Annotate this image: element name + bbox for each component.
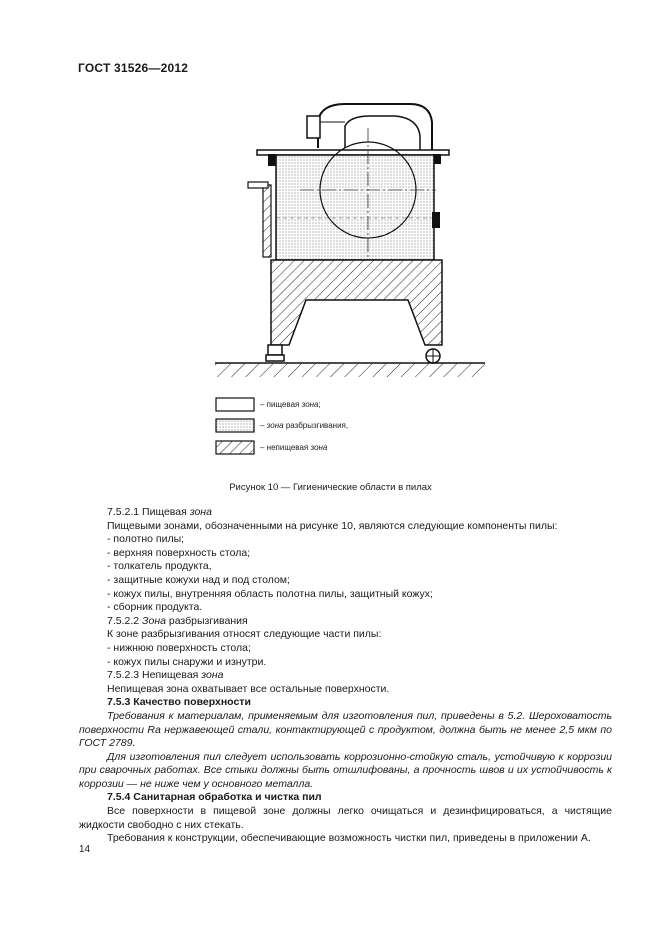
page-number: 14 bbox=[79, 844, 91, 855]
list-item: - нижнюю поверхность стола; bbox=[107, 641, 251, 654]
heading-753: 7.5.3 Качество поверхности bbox=[107, 696, 251, 709]
heading-7523: 7.5.2.3 Непищевая зона bbox=[107, 669, 224, 682]
legend-box-food bbox=[216, 398, 254, 411]
handle-left bbox=[248, 182, 268, 188]
table-clamp-left bbox=[268, 154, 276, 166]
list-item: - защитные кожухи над и под столом; bbox=[107, 573, 290, 586]
list-item: - полотно пилы; bbox=[107, 533, 185, 546]
foot-left bbox=[268, 345, 282, 355]
para-753-2: Для изготовления пил следует использовать коррозионно-стойкую сталь, устойчивую к коррозии при сварочных работах. Все стыки должны быть отшлифованы, а прочность швов и их устойчивость к коррозии — не ниже чем у основного металла. bbox=[79, 750, 612, 790]
heading-7522: 7.5.2.2 Зона разбрызгивания bbox=[107, 614, 248, 627]
legend-label-splash: – зона разбрызгивания, bbox=[260, 421, 349, 430]
para-754-2: Требования к конструкции, обеспечивающие возможность чистки пил, приведены в приложении А. bbox=[107, 832, 591, 845]
para-754-1: Все поверхности в пищевой зоне должны легко очищаться и дезинфицироваться, а чистящие жидкости свободно с них стекать. bbox=[79, 805, 612, 831]
non-food-zone-base bbox=[271, 260, 442, 345]
figure-caption: Рисунок 10 — Гигиенические области в пилах bbox=[229, 482, 432, 493]
saw-guard bbox=[307, 104, 432, 150]
body-text bbox=[79, 506, 612, 846]
legend-box-splash bbox=[216, 419, 254, 432]
list-item: - толкатель продукта, bbox=[107, 560, 212, 573]
legend-label-nonfood: – непищевая зона bbox=[260, 443, 328, 452]
para-753-1: Требования к материалам, применяемым для изготовления пил, приведены в 5.2. Шероховатость поверхности Ra нержавеющей стали, контактирующей с продуктом, должна быть не менее 2,5 мкм по ГОСТ 2789. bbox=[79, 709, 612, 750]
para-7521-intro: Пищевыми зонами, обозначенными на рисунке 10, являются следующие компоненты пилы: bbox=[107, 519, 558, 532]
list-item: - кожух пилы снаружи и изнутри. bbox=[107, 655, 267, 668]
splash-zone-body bbox=[276, 155, 434, 260]
switch-box bbox=[432, 212, 440, 228]
para-7522-intro: К зоне разбрызгивания относят следующие части пилы: bbox=[107, 628, 382, 641]
side-panel-left bbox=[263, 185, 271, 257]
list-item: - кожух пилы, внутренняя область полотна пилы, защитный кожух; bbox=[107, 587, 433, 600]
legend-box-nonfood bbox=[216, 441, 254, 454]
list-item: - верхняя поверхность стола; bbox=[107, 546, 251, 559]
floor-hatch bbox=[215, 363, 485, 377]
heading-754: 7.5.4 Санитарная обработка и чистка пил bbox=[107, 791, 322, 804]
legend-label-food: – пищевая зона; bbox=[260, 400, 321, 409]
list-item: - сборник продукта. bbox=[107, 601, 203, 614]
heading-7521: 7.5.2.1 Пищевая зона bbox=[107, 506, 212, 518]
document-header: ГОСТ 31526—2012 bbox=[78, 61, 189, 75]
para-7523: Непищевая зона охватывает все остальные поверхности. bbox=[107, 682, 390, 695]
